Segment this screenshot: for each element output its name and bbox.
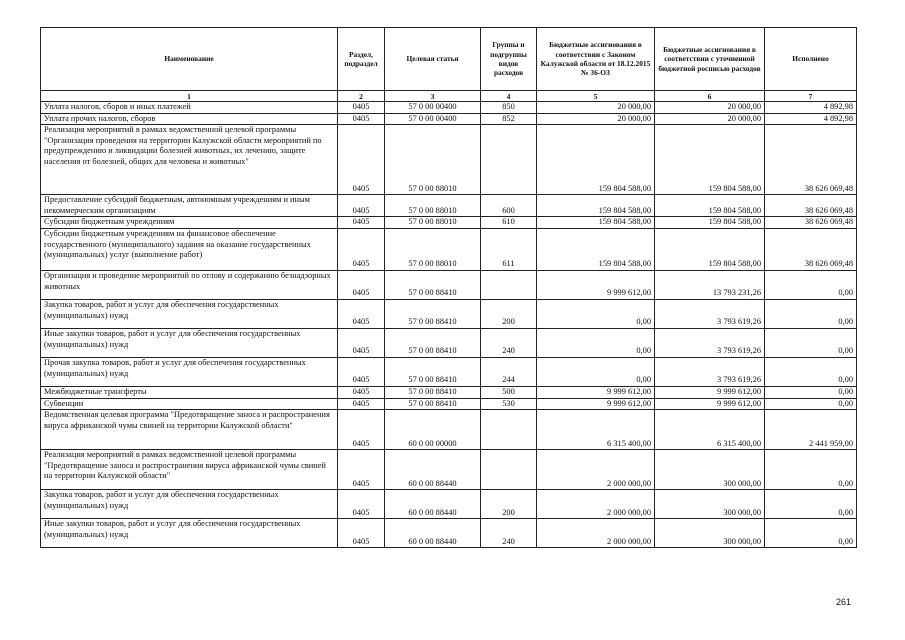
- row-section: 0405: [338, 270, 385, 299]
- table-body: [41, 102, 857, 548]
- row-law-amount: 20 000,00: [537, 102, 655, 114]
- row-article: 57 0 00 88410: [385, 328, 481, 357]
- column-number: 4: [481, 91, 537, 102]
- row-law-amount: 159 804 588,00: [537, 217, 655, 229]
- row-name: Уплата прочих налогов, сборов: [41, 113, 338, 125]
- row-refined-amount: 300 000,00: [655, 519, 765, 548]
- row-section: 0405: [338, 398, 385, 410]
- column-number-row: [41, 91, 857, 102]
- row-section: 0405: [338, 328, 385, 357]
- table-row: [41, 125, 857, 195]
- header-article: Целевая статья: [385, 28, 481, 91]
- row-law-amount: 159 804 588,00: [537, 228, 655, 270]
- row-executed-amount: 0,00: [765, 450, 857, 490]
- row-refined-amount: 9 999 612,00: [655, 386, 765, 398]
- page-number: 261: [836, 597, 852, 607]
- table-row: [41, 410, 857, 450]
- row-article: 57 0 00 88010: [385, 228, 481, 270]
- row-law-amount: 6 315 400,00: [537, 410, 655, 450]
- row-refined-amount: 159 804 588,00: [655, 228, 765, 270]
- row-name: Реализация мероприятий в рамках ведомственной целевой программы "Организация проведения на территории Калужской области мероприятий по предупреждению и ликвидации болезней животных, их лечению, защите населения от болезней, общих для человека и животных": [41, 125, 338, 195]
- row-refined-amount: 6 315 400,00: [655, 410, 765, 450]
- table-row: [41, 398, 857, 410]
- row-refined-amount: 20 000,00: [655, 102, 765, 114]
- row-article: 57 0 00 88410: [385, 270, 481, 299]
- row-article: 60 0 00 88440: [385, 519, 481, 548]
- column-number: 7: [765, 91, 857, 102]
- column-number: 3: [385, 91, 481, 102]
- row-executed-amount: 38 626 069,48: [765, 125, 857, 195]
- row-article: 57 0 00 88010: [385, 195, 481, 217]
- row-article: 57 0 00 88410: [385, 357, 481, 386]
- row-article: 57 0 00 88410: [385, 299, 481, 328]
- row-section: 0405: [338, 102, 385, 114]
- row-executed-amount: 38 626 069,48: [765, 217, 857, 229]
- row-section: 0405: [338, 228, 385, 270]
- table-row: [41, 450, 857, 490]
- row-executed-amount: 0,00: [765, 519, 857, 548]
- row-refined-amount: 159 804 588,00: [655, 125, 765, 195]
- table-row: [41, 228, 857, 270]
- row-law-amount: 2 000 000,00: [537, 519, 655, 548]
- row-name: Уплата налогов, сборов и иных платежей: [41, 102, 338, 114]
- row-name: Предоставление субсидий бюджетным, автономным учреждениям и иным некоммерческим организациям: [41, 195, 338, 217]
- row-executed-amount: 0,00: [765, 328, 857, 357]
- row-executed-amount: 38 626 069,48: [765, 195, 857, 217]
- row-law-amount: 9 999 612,00: [537, 386, 655, 398]
- header-executed: Исполнено: [765, 28, 857, 91]
- header-refined: Бюджетные ассигнования в соответствии с уточненной бюджетной росписью расходов: [655, 28, 765, 91]
- row-name: Субсидии бюджетным учреждениям на финансовое обеспечение государственного (муниципального) задания на оказание государственных (муниципальных) услуг (выполнение работ): [41, 228, 338, 270]
- row-law-amount: 0,00: [537, 328, 655, 357]
- row-name: Прочая закупка товаров, работ и услуг для обеспечения государственных (муниципальных) нужд: [41, 357, 338, 386]
- row-group: 244: [481, 357, 537, 386]
- row-article: 57 0 00 00400: [385, 102, 481, 114]
- row-law-amount: 159 804 588,00: [537, 125, 655, 195]
- row-executed-amount: 0,00: [765, 490, 857, 519]
- row-group: [481, 410, 537, 450]
- table-row: [41, 102, 857, 114]
- table-row: [41, 386, 857, 398]
- table-row: [41, 328, 857, 357]
- header-name: Наименование: [41, 28, 338, 91]
- row-group: 240: [481, 519, 537, 548]
- row-name: Субвенции: [41, 398, 338, 410]
- row-law-amount: 2 000 000,00: [537, 490, 655, 519]
- row-name: Ведомственная целевая программа "Предотвращение заноса и распространения вируса африканской чумы свиней на территории Калужской области": [41, 410, 338, 450]
- row-group: 500: [481, 386, 537, 398]
- column-number: 6: [655, 91, 765, 102]
- row-article: 60 0 00 00000: [385, 410, 481, 450]
- row-group: 852: [481, 113, 537, 125]
- row-name: Субсидии бюджетным учреждениям: [41, 217, 338, 229]
- row-refined-amount: 300 000,00: [655, 450, 765, 490]
- row-article: 57 0 00 88410: [385, 398, 481, 410]
- row-name: Закупка товаров, работ и услуг для обеспечения государственных (муниципальных) нужд: [41, 490, 338, 519]
- table-row: [41, 357, 857, 386]
- row-group: 850: [481, 102, 537, 114]
- row-law-amount: 159 804 588,00: [537, 195, 655, 217]
- row-executed-amount: 4 892,98: [765, 113, 857, 125]
- row-refined-amount: 9 999 612,00: [655, 398, 765, 410]
- row-section: 0405: [338, 113, 385, 125]
- row-refined-amount: 159 804 588,00: [655, 195, 765, 217]
- row-article: 57 0 00 88410: [385, 386, 481, 398]
- row-section: 0405: [338, 450, 385, 490]
- row-name: Реализация мероприятий в рамках ведомственной целевой программы "Предотвращение заноса и распространения вируса африканской чумы свиней на территории Калужской области": [41, 450, 338, 490]
- row-refined-amount: 20 000,00: [655, 113, 765, 125]
- budget-table: [40, 27, 857, 548]
- row-law-amount: 20 000,00: [537, 113, 655, 125]
- row-executed-amount: 0,00: [765, 386, 857, 398]
- row-group: [481, 270, 537, 299]
- column-number: 5: [537, 91, 655, 102]
- row-group: 611: [481, 228, 537, 270]
- row-group: 610: [481, 217, 537, 229]
- row-law-amount: 0,00: [537, 357, 655, 386]
- row-article: 57 0 00 00400: [385, 113, 481, 125]
- row-refined-amount: 3 793 619,26: [655, 299, 765, 328]
- row-article: 60 0 00 88440: [385, 490, 481, 519]
- row-section: 0405: [338, 299, 385, 328]
- row-executed-amount: 2 441 959,00: [765, 410, 857, 450]
- row-group: [481, 450, 537, 490]
- row-group: 240: [481, 328, 537, 357]
- row-section: 0405: [338, 519, 385, 548]
- row-refined-amount: 159 804 588,00: [655, 217, 765, 229]
- column-number: 2: [338, 91, 385, 102]
- row-section: 0405: [338, 125, 385, 195]
- row-article: 60 0 00 88440: [385, 450, 481, 490]
- row-name: Межбюджетные трансферты: [41, 386, 338, 398]
- row-group: 600: [481, 195, 537, 217]
- table-row: [41, 299, 857, 328]
- row-law-amount: 9 999 612,00: [537, 398, 655, 410]
- header-section: Раздел, подраздел: [338, 28, 385, 91]
- row-executed-amount: 0,00: [765, 357, 857, 386]
- row-law-amount: 2 000 000,00: [537, 450, 655, 490]
- row-name: Закупка товаров, работ и услуг для обеспечения государственных (муниципальных) нужд: [41, 299, 338, 328]
- row-section: 0405: [338, 490, 385, 519]
- row-group: 200: [481, 490, 537, 519]
- row-refined-amount: 300 000,00: [655, 490, 765, 519]
- row-article: 57 0 00 88010: [385, 125, 481, 195]
- header-law: Бюджетные ассигнования в соответствии с Законом Калужской области от 18.12.2015 № 36-ОЗ: [537, 28, 655, 91]
- row-refined-amount: 3 793 619,26: [655, 357, 765, 386]
- row-name: Иные закупки товаров, работ и услуг для обеспечения государственных (муниципальных) нужд: [41, 519, 338, 548]
- column-number: 1: [41, 91, 338, 102]
- row-section: 0405: [338, 357, 385, 386]
- table-row: [41, 113, 857, 125]
- row-executed-amount: 4 892,98: [765, 102, 857, 114]
- row-executed-amount: 38 626 069,48: [765, 228, 857, 270]
- header-row: [41, 28, 857, 91]
- row-section: 0405: [338, 410, 385, 450]
- table-row: [41, 195, 857, 217]
- row-name: Иные закупки товаров, работ и услуг для обеспечения государственных (муниципальных) нужд: [41, 328, 338, 357]
- row-article: 57 0 00 88010: [385, 217, 481, 229]
- row-group: 200: [481, 299, 537, 328]
- header-group: Группы и подгруппы видов расходов: [481, 28, 537, 91]
- row-group: [481, 125, 537, 195]
- row-executed-amount: 0,00: [765, 398, 857, 410]
- row-executed-amount: 0,00: [765, 299, 857, 328]
- table-row: [41, 490, 857, 519]
- row-section: 0405: [338, 386, 385, 398]
- row-refined-amount: 13 793 231,26: [655, 270, 765, 299]
- table-row: [41, 519, 857, 548]
- row-law-amount: 0,00: [537, 299, 655, 328]
- row-refined-amount: 3 793 619,26: [655, 328, 765, 357]
- table-row: [41, 217, 857, 229]
- row-name: Организация и проведение мероприятий по отлову и содержанию безнадзорных животных: [41, 270, 338, 299]
- row-law-amount: 9 999 612,00: [537, 270, 655, 299]
- table-row: [41, 270, 857, 299]
- row-executed-amount: 0,00: [765, 270, 857, 299]
- row-section: 0405: [338, 217, 385, 229]
- row-section: 0405: [338, 195, 385, 217]
- row-group: 530: [481, 398, 537, 410]
